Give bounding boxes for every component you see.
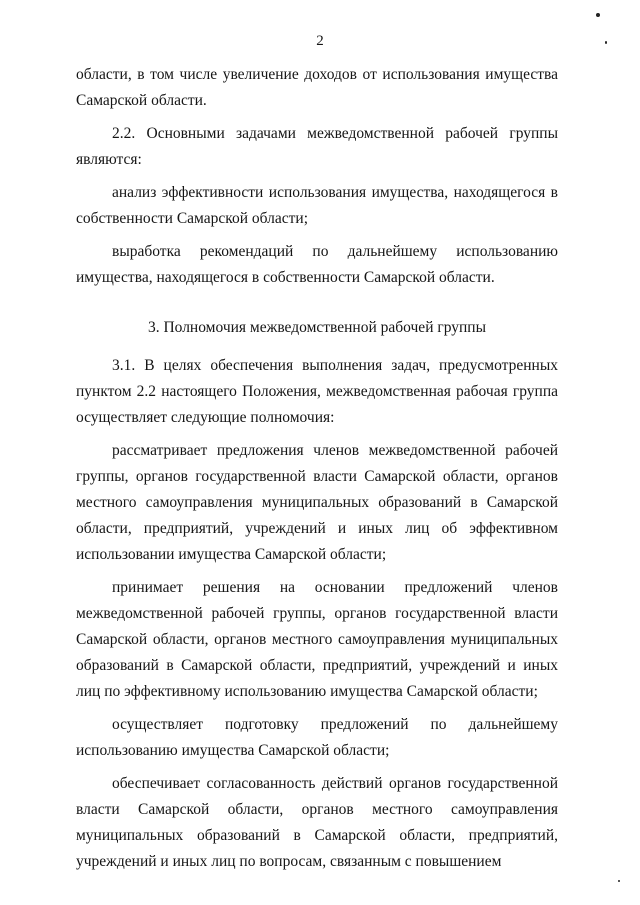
paragraph-power-reviews: рассматривает предложения членов межведомственной рабочей группы, органов государственной власти Самарской области, органов местного самоуправления муниципальных образований в Самарской области, предприятий, учреждений и иных лиц об эффективном использовании имущества Самарской области; [76,442,558,563]
section-heading: 3. Полномочия межведомственной рабочей группы [147,319,487,336]
paragraph-power-coordination: обеспечивает согласованность действий органов государственной власти Самарской области, органов местного самоуправления муниципальных образований в Самарской области, предприятий, учреждений и иных лиц по вопросам, связанным с повышением [76,775,558,870]
document-body [76,62,558,882]
paragraph-continuation: области, в том числе увеличение доходов от использования имущества Самарской области. [76,66,558,109]
scan-mark-top-right [596,13,600,17]
paragraph-task-analysis: анализ эффективности использования имущества, находящегося в собственности Самарской области; [76,184,558,227]
paragraph-2-2: 2.2. Основными задачами межведомственной рабочей группы являются: [76,125,558,168]
paragraph-task-recommendations: выработка рекомендаций по дальнейшему использованию имущества, находящегося в собственности Самарской области. [76,243,558,286]
scan-mark-bottom-right [618,880,620,882]
page-number: 2 [316,33,324,49]
paragraph-3-1: 3.1. В целях обеспечения выполнения задач, предусмотренных пунктом 2.2 настоящего Положения, межведомственная рабочая группа осуществляет следующие полномочия: [76,357,558,426]
paragraph-power-decisions: принимает решения на основании предложений членов межведомственной рабочей группы, органов государственной власти Самарской области, органов местного самоуправления муниципальных образований в Самарской области, предприятий, учреждений и иных лиц по эффективному использованию имущества Самарской области; [76,579,558,700]
paragraph-power-proposals: осуществляет подготовку предложений по дальнейшему использованию имущества Самарской области; [76,716,558,759]
